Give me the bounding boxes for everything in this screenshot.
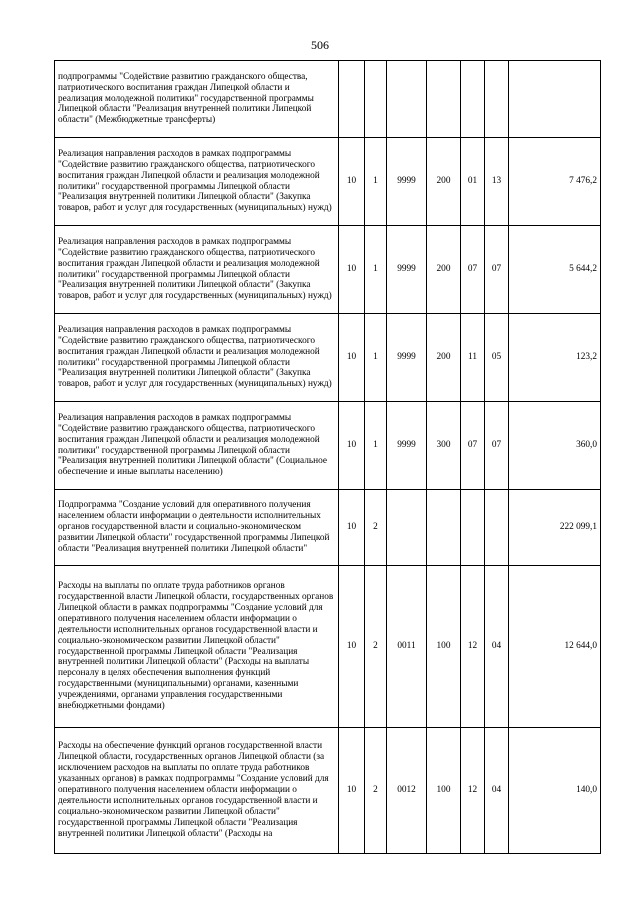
row-description: Реализация направления расходов в рамках подпрограммы "Содействие развитию гражданского общества, патриотического воспитания граждан Липецкой области и реализация молодежной политики" государственной программы Липецкой области "Реализация внутренней политики Липецкой области" (Социальное обеспечение и иные выплаты населению) bbox=[55, 402, 339, 490]
subprogram-code: 1 bbox=[365, 138, 387, 226]
row-description: подпрограммы "Содействие развитию гражданского общества, патриотического воспитания граждан Липецкой области и реализация молодежной политики" государственной программы Липецкой области "Реализация внутренней политики Липецкой области" (Межбюджетные трансферты) bbox=[55, 61, 339, 138]
table-row bbox=[55, 490, 601, 566]
direction-code: 9999 bbox=[387, 226, 427, 314]
direction-code: 0012 bbox=[387, 728, 427, 854]
table-row bbox=[55, 226, 601, 314]
subsection-code bbox=[485, 61, 509, 138]
row-description: Реализация направления расходов в рамках подпрограммы "Содействие развитию гражданского общества, патриотического воспитания граждан Липецкой области и реализация молодежной политики" государственной программы Липецкой области "Реализация внутренней политики Липецкой области" (Закупка товаров, работ и услуг для государственных (муниципальных) нужд) bbox=[55, 226, 339, 314]
subprogram-code: 1 bbox=[365, 314, 387, 402]
row-description: Реализация направления расходов в рамках подпрограммы "Содействие развитию гражданского общества, патриотического воспитания граждан Липецкой области и реализация молодежной политики" государственной программы Липецкой области "Реализация внутренней политики Липецкой области" (Закупка товаров, работ и услуг для государственных (муниципальных) нужд) bbox=[55, 314, 339, 402]
amount: 5 644,2 bbox=[509, 226, 601, 314]
program-code: 10 bbox=[339, 566, 365, 728]
subsection-code: 13 bbox=[485, 138, 509, 226]
program-code: 10 bbox=[339, 490, 365, 566]
subprogram-code bbox=[365, 61, 387, 138]
section-code: 12 bbox=[461, 728, 485, 854]
expense-type-code bbox=[427, 61, 461, 138]
budget-table bbox=[54, 60, 601, 854]
table-row bbox=[55, 728, 601, 854]
direction-code bbox=[387, 61, 427, 138]
expense-type-code: 200 bbox=[427, 226, 461, 314]
program-code: 10 bbox=[339, 314, 365, 402]
row-description: Подпрограмма "Создание условий для оперативного получения населением области информации о деятельности исполнительных органов государственной власти и социально-экономическом развитии Липецкой области" государственной программы Липецкой области "Реализация внутренней политики Липецкой области" bbox=[55, 490, 339, 566]
table-row bbox=[55, 61, 601, 138]
section-code: 07 bbox=[461, 226, 485, 314]
subprogram-code: 2 bbox=[365, 490, 387, 566]
program-code: 10 bbox=[339, 226, 365, 314]
table-row bbox=[55, 314, 601, 402]
table-row bbox=[55, 402, 601, 490]
section-code bbox=[461, 61, 485, 138]
direction-code: 9999 bbox=[387, 314, 427, 402]
subsection-code: 07 bbox=[485, 226, 509, 314]
subsection-code bbox=[485, 490, 509, 566]
subsection-code: 07 bbox=[485, 402, 509, 490]
expense-type-code bbox=[427, 490, 461, 566]
subprogram-code: 1 bbox=[365, 402, 387, 490]
amount bbox=[509, 61, 601, 138]
section-code: 11 bbox=[461, 314, 485, 402]
subprogram-code: 2 bbox=[365, 566, 387, 728]
subsection-code: 04 bbox=[485, 728, 509, 854]
expense-type-code: 200 bbox=[427, 138, 461, 226]
amount: 12 644,0 bbox=[509, 566, 601, 728]
program-code: 10 bbox=[339, 402, 365, 490]
table-row bbox=[55, 138, 601, 226]
expense-type-code: 100 bbox=[427, 566, 461, 728]
subprogram-code: 2 bbox=[365, 728, 387, 854]
section-code: 07 bbox=[461, 402, 485, 490]
expense-type-code: 300 bbox=[427, 402, 461, 490]
row-description: Расходы на обеспечение функций органов государственной власти Липецкой области, государственных органов Липецкой области (за исключением расходов на выплаты по оплате труда работников указанных органов) в рамках подпрограммы "Создание условий для оперативного получения населением области информации о деятельности исполнительных органов государственной власти и социально-экономическом развитии Липецкой области" государственной программы Липецкой области "Реализация внутренней политики Липецкой области" (Расходы на bbox=[55, 728, 339, 854]
amount: 222 099,1 bbox=[509, 490, 601, 566]
section-code bbox=[461, 490, 485, 566]
expense-type-code: 100 bbox=[427, 728, 461, 854]
section-code: 01 bbox=[461, 138, 485, 226]
direction-code bbox=[387, 490, 427, 566]
program-code: 10 bbox=[339, 138, 365, 226]
amount: 140,0 bbox=[509, 728, 601, 854]
page-number: 506 bbox=[311, 38, 329, 52]
section-code: 12 bbox=[461, 566, 485, 728]
amount: 7 476,2 bbox=[509, 138, 601, 226]
amount: 360,0 bbox=[509, 402, 601, 490]
direction-code: 9999 bbox=[387, 402, 427, 490]
subsection-code: 04 bbox=[485, 566, 509, 728]
program-code bbox=[339, 61, 365, 138]
program-code: 10 bbox=[339, 728, 365, 854]
row-description: Реализация направления расходов в рамках подпрограммы "Содействие развитию гражданского общества, патриотического воспитания граждан Липецкой области и реализация молодежной политики" государственной программы Липецкой области "Реализация внутренней политики Липецкой области" (Закупка товаров, работ и услуг для государственных (муниципальных) нужд) bbox=[55, 138, 339, 226]
table-row bbox=[55, 566, 601, 728]
row-description: Расходы на выплаты по оплате труда работников органов государственной власти Липецкой области, государственных органов Липецкой области в рамках подпрограммы "Создание условий для оперативного получения населением области информации о деятельности исполнительных органов государственной власти и социально-экономическом развитии Липецкой области" государственной программы Липецкой области "Реализация внутренней политики Липецкой области" (Расходы на выплаты персоналу в целях обеспечения выполнения функций государственными (муниципальными) органами, казенными учреждениями, органами управления государственными внебюджетными фондами) bbox=[55, 566, 339, 728]
subsection-code: 05 bbox=[485, 314, 509, 402]
direction-code: 0011 bbox=[387, 566, 427, 728]
expense-type-code: 200 bbox=[427, 314, 461, 402]
amount: 123,2 bbox=[509, 314, 601, 402]
direction-code: 9999 bbox=[387, 138, 427, 226]
subprogram-code: 1 bbox=[365, 226, 387, 314]
